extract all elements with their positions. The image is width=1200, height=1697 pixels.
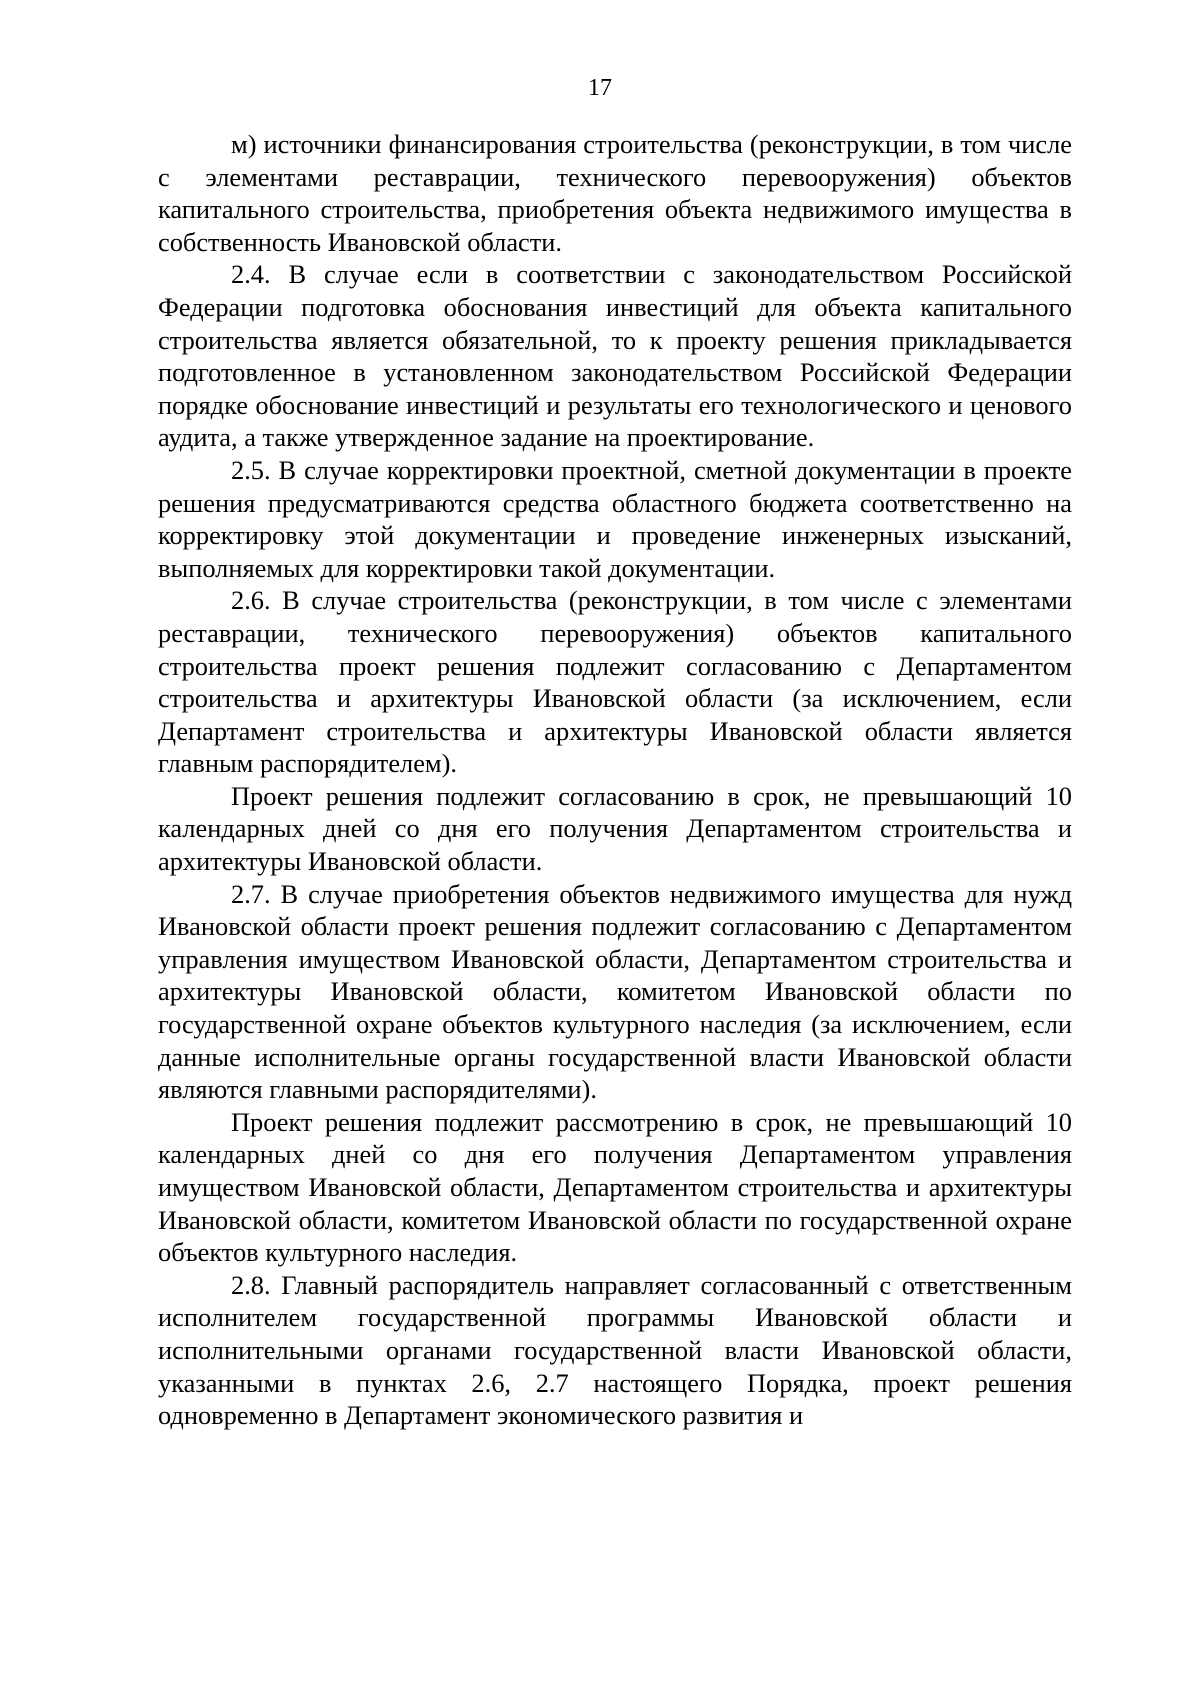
document-body bbox=[158, 128, 1072, 1432]
paragraph-2-7-term: Проект решения подлежит рассмотрению в срок, не превышающий 10 календарных дней со дня его получения Департаментом управления имуществом Ивановской области, Департаментом строительства и архитектуры Ивановской области, комитетом Ивановской области по государственной охране объектов культурного наследия. bbox=[158, 1106, 1072, 1268]
page-number: 17 bbox=[588, 75, 612, 101]
paragraph-2-5: 2.5. В случае корректировки проектной, сметной документации в проекте решения предусматриваются средства областного бюджета соответственно на корректировку этой документации и проведение инженерных изысканий, выполняемых для корректировки такой документации. bbox=[158, 454, 1072, 583]
paragraph-2-6: 2.6. В случае строительства (реконструкции, в том числе с элементами реставрации, технического перевооружения) объектов капитального строительства проект решения подлежит согласованию с Департаментом строительства и архитектуры Ивановской области (за исключением, если Департамент строительства и архитектуры Ивановской области является главным распорядителем). bbox=[158, 585, 1072, 779]
paragraph-2-8: 2.8. Главный распорядитель направляет согласованный с ответственным исполнителем государственной программы Ивановской области и исполнительными органами государственной власти Ивановской области, указанными в пунктах 2.6, 2.7 настоящего Порядка, проект решения одновременно в Департамент экономического развития и bbox=[158, 1269, 1072, 1431]
paragraph-2-4: 2.4. В случае если в соответствии с законодательством Российской Федерации подготовка обоснования инвестиций для объекта капитального строительства является обязательной, то к проекту решения прикладывается подготовленное в установленном законодательством Российской Федерации порядке обоснование инвестиций и результаты его технологического и ценового аудита, а также утвержденное задание на проектирование. bbox=[158, 259, 1072, 453]
paragraph-m-financing-sources: м) источники финансирования строительства (реконструкции, в том числе с элементами реставрации, технического перевооружения) объектов капитального строительства, приобретения объекта недвижимого имущества в собственность Ивановской области. bbox=[158, 129, 1072, 257]
paragraph-2-7: 2.7. В случае приобретения объектов недвижимого имущества для нужд Ивановской области проект решения подлежит согласованию с Департаментом управления имуществом Ивановской области, Департаментом строительства и архитектуры Ивановской области, комитетом Ивановской области по государственной охране объектов культурного наследия (за исключением, если данные исполнительные органы государственной власти Ивановской области являются главными распорядителями). bbox=[158, 878, 1072, 1105]
paragraph-2-6-term: Проект решения подлежит согласованию в срок, не превышающий 10 календарных дней со дня его получения Департаментом строительства и архитектуры Ивановской области. bbox=[158, 780, 1072, 877]
